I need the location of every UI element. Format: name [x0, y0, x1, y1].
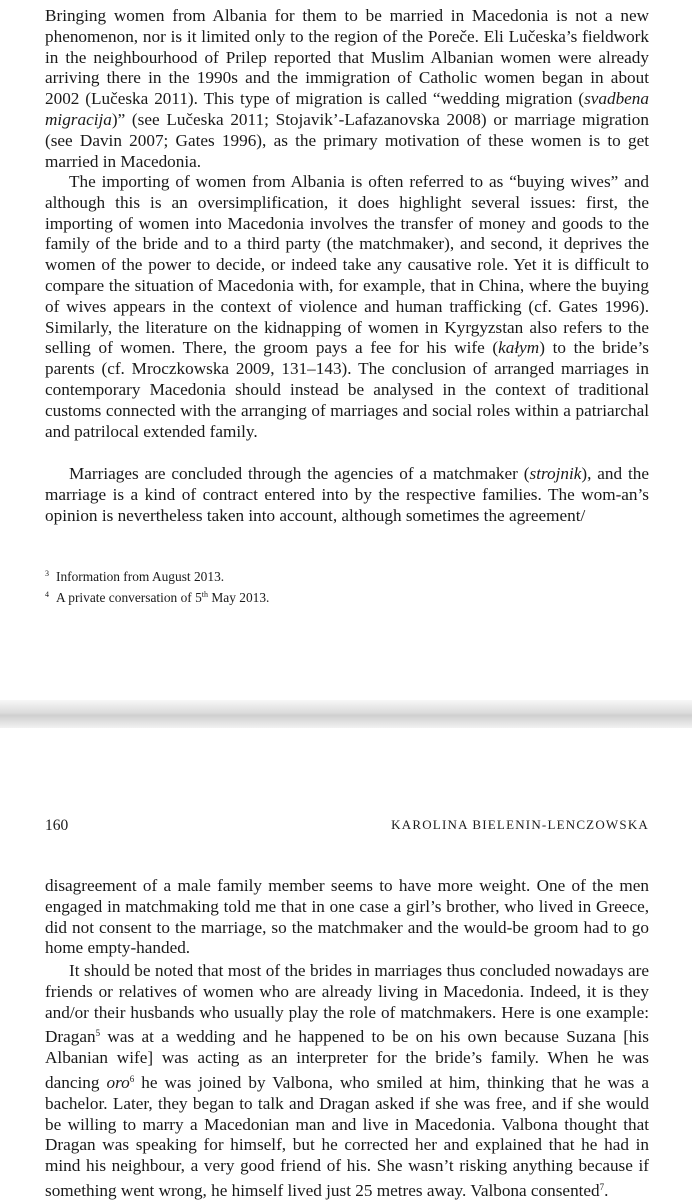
- footnote-text: May 2013.: [208, 590, 270, 605]
- author-name: KAROLINA BIELENIN-LENCZOWSKA: [391, 817, 649, 832]
- text-run: ), and the marriage is a kind of contract entered into by the respective families. The wom-an’s opinion is nevertheless taken into account, although sometimes the agreement/: [45, 464, 649, 525]
- footnote-mark: 4: [45, 590, 49, 599]
- footnote-ref: 6: [129, 1073, 135, 1084]
- footnotes: [45, 565, 649, 607]
- italic-term: strojnik: [529, 464, 582, 483]
- text-run: It should be noted that most of the brides in marriages thus concluded nowadays are friends or relatives of women who are already living in Macedonia. Indeed, it is they and/or their husbands who usually play the role of matchmakers. Here is one example: Dragan: [45, 961, 649, 1047]
- footnote-3: [45, 565, 649, 586]
- running-head: [45, 817, 649, 839]
- text-run: Marriages are concluded through the agencies of a matchmaker (: [69, 464, 530, 483]
- text-run: was at a wedding and he happened to be on his own because Suzana [his Albanian wife] was acting as an interpreter for the bride’s family. When he was dancing: [45, 1027, 649, 1092]
- page-separator: [0, 700, 692, 728]
- footnote-ref: 7: [599, 1181, 605, 1192]
- paragraph-wedding-migration: [45, 6, 649, 172]
- page-number: 160: [45, 817, 69, 834]
- italic-term: kałym: [498, 338, 540, 358]
- text-run: he was joined by Valbona, who smiled at him, thinking that he was a bachelor. Later, they began to talk and Dragan asked if she was free, and if she would be willing to marry a Macedonian man and live in Macedonia. Valbona thought that Dragan was speaking for himself, but he corrected her and explained that he had in mind his neighbour, a very good friend of his. She wasn’t risking anything because if something went wrong, he himself lived just 25 metres away. Valbona consented: [45, 1072, 649, 1200]
- paragraph-buying-wives: [45, 172, 649, 442]
- text-run: ) to the bride’s parents (cf. Mroczkowska 2009, 131–143). The conclusion of arranged marriages in contemporary Macedonia should instead be analysed in the context of traditional customs connected with the arranging of marriages and social roles within a patriarchal and patrilocal extended family.: [45, 338, 649, 441]
- paragraph-dragan-example: [45, 961, 649, 1202]
- ordinal-suffix: th: [201, 590, 209, 599]
- italic-term: svadbena migracija: [45, 89, 649, 129]
- text-run: Bringing women from Albania for them to be married in Macedonia is not a new phenomenon, nor is it limited only to the region of the Poreče. Eli Lučeska’s fieldwork in the neighbourhood of Prilep reported that Muslim Albanian women were already arriving there in the 1990s and the immigration of Catholic women began in about 2002 (Lučeska 2011). This type of migration is called “wedding migration (: [45, 6, 649, 109]
- footnote-mark: 3: [45, 569, 49, 578]
- paragraph-disagreement: disagreement of a male family member seems to have more weight. One of the men engaged in matchmaking told me that in one case a girl’s brother, who lived in Greece, did not consent to the marriage, so the matchmaker and the would-be groom had to go home empty-handed.: [45, 876, 649, 958]
- text-run: .: [604, 1180, 609, 1200]
- footnote-text: A private conversation of 5: [56, 590, 202, 605]
- paragraph-matchmaker: [45, 464, 649, 526]
- footnote-ref: 5: [95, 1028, 101, 1039]
- footnote-text: Information from August 2013.: [56, 569, 225, 584]
- italic-term: oro: [106, 1072, 130, 1092]
- text-run: )” (see Lučeska 2011; Stojavik’-Lafazanovska 2008) or marriage migration (see Davin 2007; Gates 1996), as the primary motivation of these women is to get married in Macedonia.: [45, 109, 649, 171]
- text-run: The importing of women from Albania is often referred to as “buying wives” and although this is an oversimplification, it does highlight several issues: first, the importing of women into Macedonia involves the transfer of money and goods to the family of the bride and to a third party (the matchmaker), and second, it deprives the women of the power to decide, or indeed take any causative role. Yet it is difficult to compare the situation of Macedonia with, for example, that in China, where the buying of wives appears in the context of violence and human trafficking (cf. Gates 1996). Similarly, the literature on the kidnapping of women in Kyrgyzstan also refers to the selling of women. There, the groom pays a fee for his wife (: [45, 172, 649, 358]
- footnote-4: [45, 586, 649, 607]
